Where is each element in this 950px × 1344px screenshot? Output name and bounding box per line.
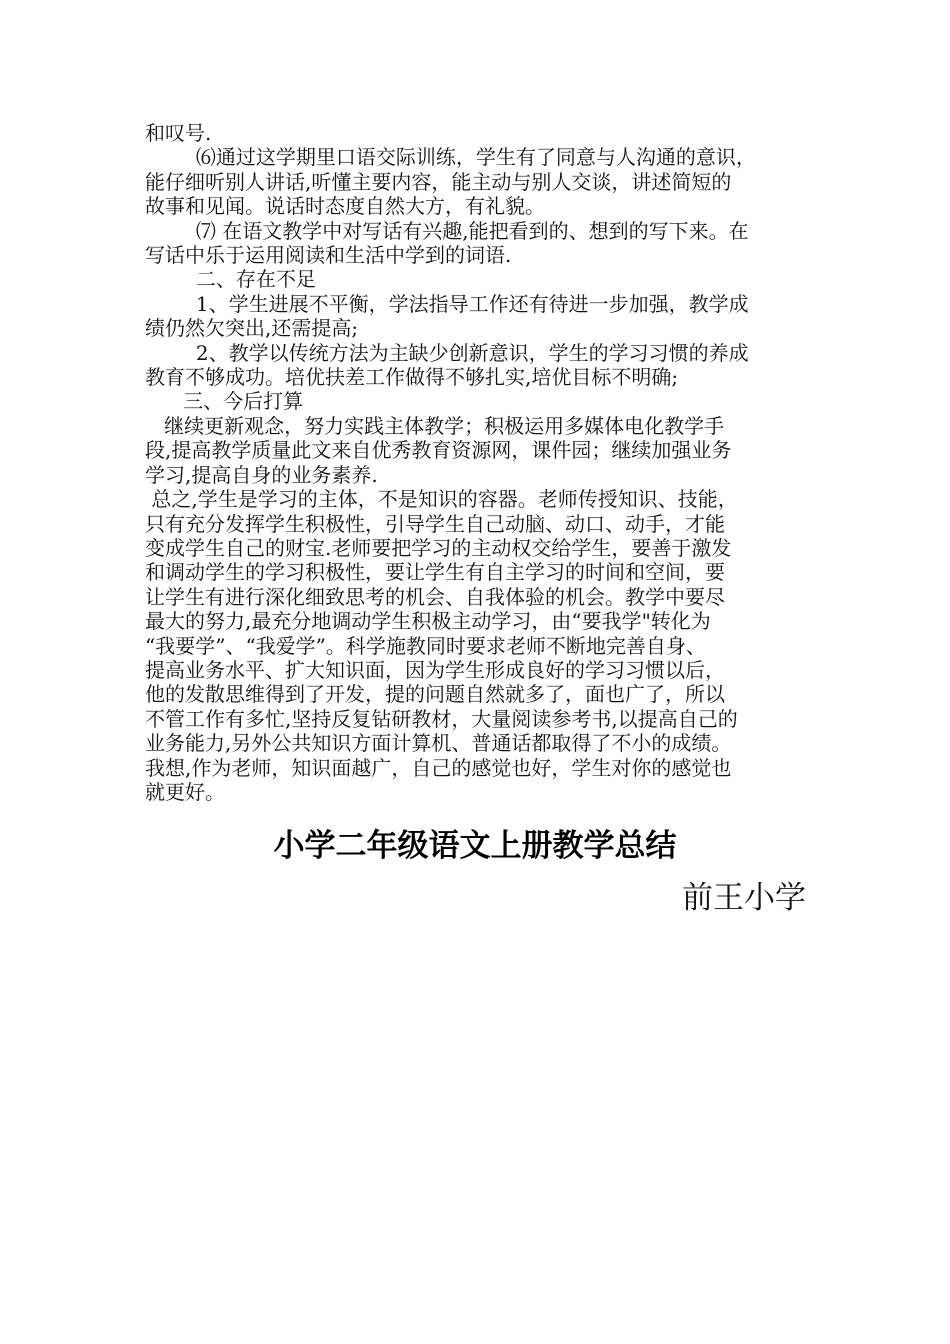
text-line: 他的发散思维得到了开发，提的问题自然就多了，面也广了，所以: [145, 682, 725, 707]
text-line: 只有充分发挥学生积极性，引导学生自己动脑、动口、动手，才能: [145, 511, 725, 536]
text-line: 我想,作为老师，知识面越广，自己的感觉也好，学生对你的感觉也: [145, 755, 732, 780]
text-line: 业务能力,另外公共知识方面计算机、普通话都取得了不小的成绩。: [145, 731, 732, 756]
text-line: 绩仍然欠突出,还需提高;: [145, 316, 359, 341]
body-text: [145, 121, 815, 804]
text-line: 段,提高教学质量此文来自优秀教育资源网，课件园；继续加强业务: [145, 438, 732, 463]
text-line: 就更好。: [145, 779, 225, 804]
text-line: 继续更新观念，努力实践主体教学；积极运用多媒体电化教学手: [145, 413, 725, 438]
text-line: 能仔细听别人讲话,听懂主要内容，能主动与别人交谈，讲述简短的: [145, 169, 732, 194]
text-line: 教育不够成功。培优扶差工作做得不够扎实,培优目标不明确;: [145, 365, 679, 390]
text-line: 让学生有进行深化细致思考的机会、自我体验的机会。教学中要尽: [145, 584, 725, 609]
text-line: 总之,学生是学习的主体，不是知识的容器。老师传授知识、技能，: [145, 487, 738, 512]
text-line: 不管工作有多忙,坚持反复钻研教材，大量阅读参考书,以提高自己的: [145, 706, 738, 731]
section-heading: 二、存在不足: [145, 267, 316, 292]
text-line: 学习,提高自身的业务素养.: [145, 462, 378, 487]
text-line: 和叹号.: [145, 121, 212, 145]
text-line: ⑹通过这学期里口语交际训练，学生有了同意与人沟通的意识，: [145, 145, 756, 170]
text-line: 最大的努力,最充分地调动学生积极主动学习，由“要我学"转化为: [145, 609, 711, 634]
text-line: 和调动学生的学习积极性，要让学生有自主学习的时间和空间，要: [145, 560, 725, 585]
text-line: ⑺ 在语文教学中对写话有兴趣,能把看到的、想到的写下来。在: [145, 218, 749, 243]
text-line: 变成学生自己的财宝.老师要把学习的主动权交给学生，要善于激发: [145, 535, 732, 560]
text-line: “我要学”、“我爱学”。科学施教同时要求老师不断地完善自身、: [145, 633, 706, 658]
text-line: 2、教学以传统方法为主缺少创新意识，学生的学习习惯的养成: [145, 340, 749, 365]
document-title: 小学二年级语文上册教学总结: [273, 828, 677, 864]
section-heading: 三、今后打算: [145, 389, 304, 414]
text-line: 1、学生进展不平衡，学法指导工作还有待进一步加强，教学成: [145, 291, 749, 316]
text-line: 故事和见闻。说话时态度自然大方，有礼貌。: [145, 194, 545, 219]
text-line: 写话中乐于运用阅读和生活中学到的词语.: [145, 243, 512, 268]
school-name: 前王小学: [682, 880, 806, 916]
text-line: 提高业务水平、扩大知识面，因为学生形成良好的学习习惯以后，: [145, 657, 725, 682]
